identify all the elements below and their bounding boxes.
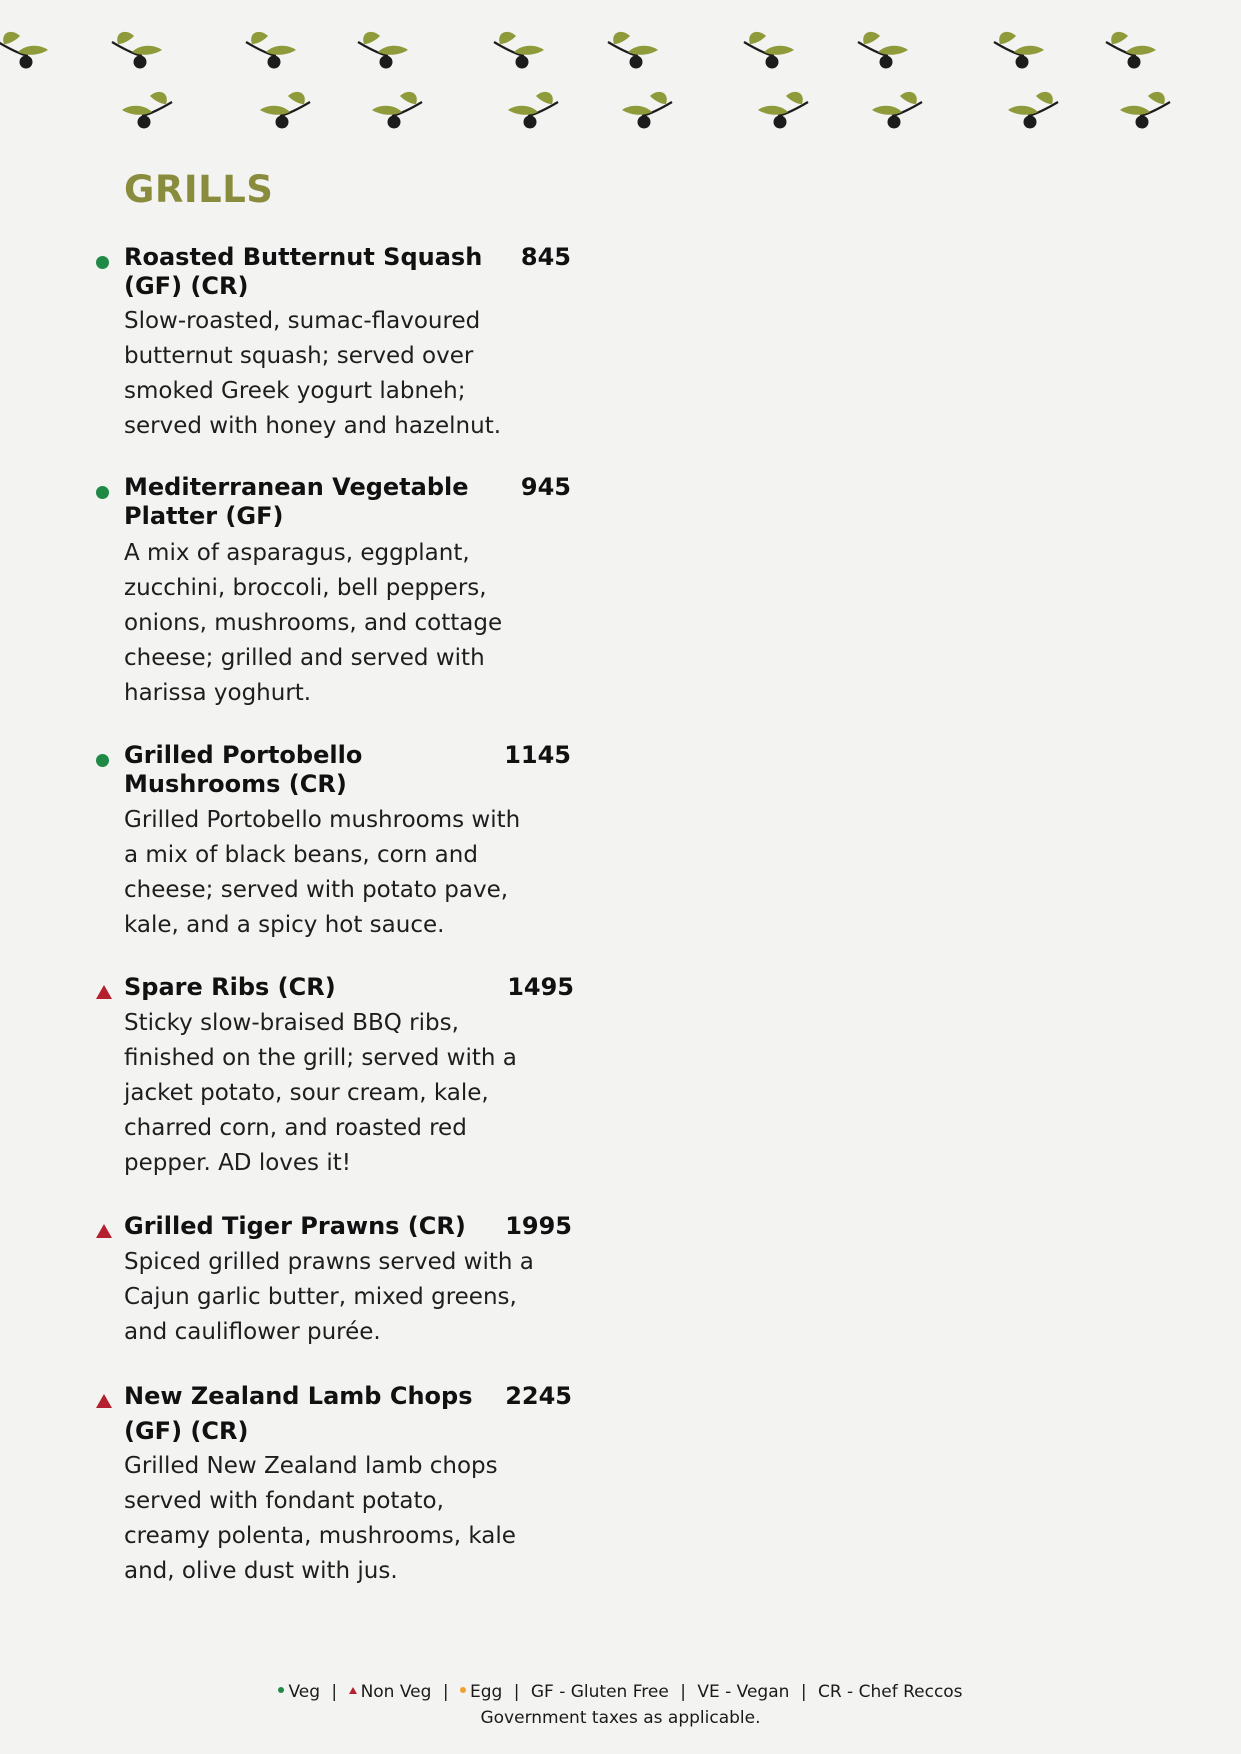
item-price: 945	[520, 473, 571, 501]
item-name: New Zealand Lamb Chops (GF) (CR)	[124, 1382, 473, 1445]
item-description: Slow-roasted, sumac-flavoured butternut squash; served over smoked Greek yogurt labneh; served with honey and hazelnut.	[124, 308, 502, 439]
legend-chef-reccos: CR - Chef Reccos	[817, 1682, 963, 1702]
nonveg-icon	[96, 985, 112, 999]
item-price: 1145	[504, 741, 571, 769]
legend-egg: Egg	[469, 1682, 503, 1702]
item-price: 1495	[507, 973, 574, 1001]
legend-separator: |	[331, 1682, 338, 1702]
dietary-legend	[0, 1680, 1241, 1704]
olive-row-top	[0, 32, 1156, 69]
section-title: GRILLS	[124, 168, 274, 211]
veg-dot-icon	[278, 1687, 284, 1693]
item-description: Grilled Portobello mushrooms with a mix of black beans, corn and cheese; served with potato pave, kale, and a spicy hot sauce.	[124, 807, 521, 938]
item-name: Mediterranean Vegetable Platter (GF)	[124, 473, 469, 530]
item-name: Spare Ribs (CR)	[124, 973, 336, 1001]
tax-note: Government taxes as applicable.	[480, 1708, 761, 1728]
nonveg-triangle-icon	[349, 1687, 357, 1694]
item-description: Grilled New Zealand lamb chops served with fondant potato, creamy polenta, mushrooms, kale and, olive dust with jus.	[124, 1453, 516, 1584]
legend-gluten-free: GF - Gluten Free	[530, 1682, 669, 1702]
item-description: A mix of asparagus, eggplant, zucchini, broccoli, bell peppers, onions, mushrooms, and cottage cheese; grilled and served with harissa yoghurt.	[124, 540, 503, 706]
item-description: Spiced grilled prawns served with a Cajun garlic butter, mixed greens, and cauliflower purée.	[124, 1249, 534, 1345]
item-price: 2245	[505, 1382, 572, 1410]
nonveg-icon	[96, 1394, 112, 1408]
veg-icon	[96, 486, 109, 499]
olive-pattern-decoration	[0, 0, 1241, 140]
nonveg-icon	[96, 1224, 112, 1238]
legend-separator: |	[800, 1682, 807, 1702]
veg-icon	[96, 754, 109, 767]
item-description: Sticky slow-braised BBQ ribs, finished on the grill; served with a jacket potato, sour cream, kale, charred corn, and roasted red pepper. AD loves it!	[124, 1010, 517, 1176]
item-name: Roasted Butternut Squash (GF) (CR)	[124, 243, 483, 300]
veg-icon	[96, 256, 109, 269]
olive-row-bottom	[122, 92, 1241, 129]
legend-vegan: VE - Vegan	[697, 1682, 790, 1702]
item-name: Grilled Tiger Prawns (CR)	[124, 1212, 466, 1240]
item-price: 845	[520, 243, 571, 271]
item-price: 1995	[505, 1212, 572, 1240]
egg-dot-icon	[460, 1687, 466, 1693]
item-name: Grilled Portobello Mushrooms (CR)	[124, 741, 363, 798]
legend-separator: |	[680, 1682, 686, 1702]
legend-veg: Veg	[288, 1682, 321, 1702]
legend-separator: |	[442, 1682, 449, 1702]
legend-nonveg: Non Veg	[360, 1682, 432, 1702]
legend-separator: |	[513, 1682, 520, 1702]
